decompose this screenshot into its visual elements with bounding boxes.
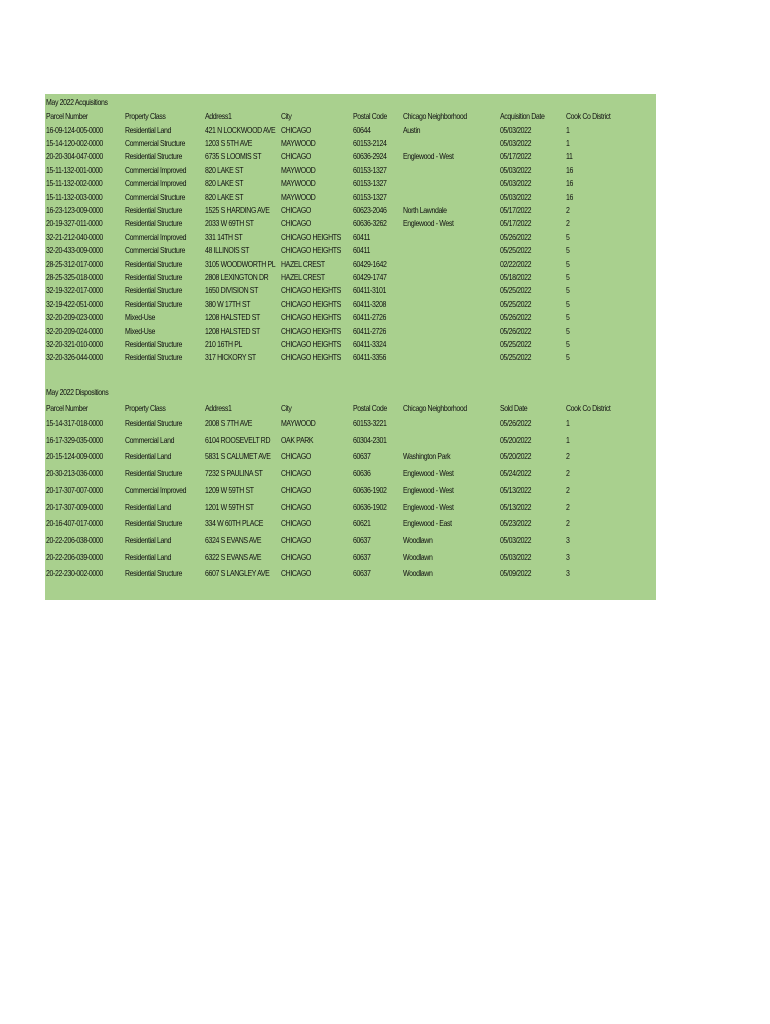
- cell-date[interactable]: 05/13/2022: [500, 501, 532, 512]
- table-row: [45, 231, 656, 243]
- table-row: [45, 417, 656, 429]
- cell-district[interactable]: 3: [566, 534, 570, 545]
- cell-city[interactable]: CHICAGO HEIGHTS: [281, 352, 341, 363]
- header-date[interactable]: Acquisition Date: [500, 111, 545, 121]
- cell-district[interactable]: 5: [566, 245, 570, 256]
- cell-address[interactable]: 6322 S EVANS AVE: [205, 551, 262, 562]
- cell-parcel-number[interactable]: 15-11-132-003-0000: [46, 191, 103, 202]
- cell-parcel-number[interactable]: 20-30-213-036-0000: [46, 468, 103, 479]
- header-postal-code[interactable]: Postal Code: [353, 403, 387, 413]
- cell-postal-code[interactable]: 60411-3356: [353, 352, 387, 363]
- cell-date[interactable]: 05/13/2022: [500, 484, 532, 495]
- header-neighborhood[interactable]: Chicago Neighborhood: [403, 403, 467, 413]
- cell-parcel-number[interactable]: 20-20-304-047-0000: [46, 151, 103, 162]
- header-city[interactable]: City: [281, 111, 292, 121]
- cell-property-class[interactable]: Commercial Structure: [125, 245, 186, 256]
- header-neighborhood[interactable]: Chicago Neighborhood: [403, 111, 467, 121]
- header-row: [45, 402, 656, 414]
- cell-district[interactable]: 5: [566, 298, 570, 309]
- cell-city[interactable]: CHICAGO: [281, 484, 311, 495]
- cell-date[interactable]: 05/17/2022: [500, 218, 532, 229]
- cell-city[interactable]: CHICAGO: [281, 568, 311, 579]
- cell-parcel-number[interactable]: 32-21-212-040-0000: [46, 231, 103, 242]
- cell-parcel-number[interactable]: 32-20-321-010-0000: [46, 338, 103, 349]
- cell-property-class[interactable]: Residential Land: [125, 451, 172, 462]
- cell-address[interactable]: 2033 W 69TH ST: [205, 218, 254, 229]
- cell-property-class[interactable]: Residential Structure: [125, 418, 182, 428]
- cell-address[interactable]: 334 W 60TH PLACE: [205, 518, 264, 529]
- table-row: [45, 271, 656, 283]
- cell-district[interactable]: 3: [566, 568, 570, 579]
- cell-property-class[interactable]: Commercial Improved: [125, 178, 187, 189]
- cell-postal-code[interactable]: 60411-2726: [353, 312, 387, 323]
- cell-district[interactable]: 5: [566, 258, 570, 269]
- cell-city[interactable]: CHICAGO HEIGHTS: [281, 231, 341, 242]
- cell-parcel-number[interactable]: 28-25-325-018-0000: [46, 271, 103, 282]
- cell-postal-code[interactable]: 60153-3221: [353, 418, 387, 428]
- cell-parcel-number[interactable]: 20-16-407-017-0000: [46, 518, 103, 529]
- spreadsheet-sheet: [45, 94, 656, 600]
- cell-date[interactable]: 05/18/2022: [500, 271, 532, 282]
- cell-city[interactable]: MAYWOOD: [281, 164, 316, 175]
- cell-district[interactable]: 5: [566, 285, 570, 296]
- cell-city[interactable]: CHICAGO: [281, 124, 311, 135]
- cell-city[interactable]: CHICAGO: [281, 468, 311, 479]
- cell-date[interactable]: 05/26/2022: [500, 418, 532, 428]
- cell-district[interactable]: 2: [566, 518, 570, 529]
- cell-city[interactable]: MAYWOOD: [281, 418, 316, 428]
- cell-property-class[interactable]: Residential Structure: [125, 338, 182, 349]
- cell-property-class[interactable]: Commercial Structure: [125, 191, 186, 202]
- cell-property-class[interactable]: Mixed-Use: [125, 312, 155, 323]
- cell-neighborhood[interactable]: Englewood - West: [403, 468, 454, 479]
- cell-postal-code[interactable]: 60637: [353, 551, 371, 562]
- cell-city[interactable]: CHICAGO: [281, 551, 311, 562]
- cell-property-class[interactable]: Residential Structure: [125, 271, 182, 282]
- cell-neighborhood[interactable]: Englewood - West: [403, 501, 454, 512]
- cell-postal-code[interactable]: 60411: [353, 231, 371, 242]
- cell-parcel-number[interactable]: 28-25-312-017-0000: [46, 258, 103, 269]
- cell-parcel-number[interactable]: 15-14-120-002-0000: [46, 137, 103, 148]
- table-row: [45, 434, 656, 446]
- dispositions-title: May 2022 Dispositions: [46, 387, 109, 397]
- cell-postal-code[interactable]: 60636-1902: [353, 484, 387, 495]
- cell-property-class[interactable]: Residential Land: [125, 501, 172, 512]
- cell-address[interactable]: 6735 S LOOMIS ST: [205, 151, 262, 162]
- cell-property-class[interactable]: Residential Structure: [125, 568, 182, 579]
- cell-address[interactable]: 421 N LOCKWOOD AVE: [205, 124, 276, 135]
- cell-city[interactable]: CHICAGO: [281, 518, 311, 529]
- cell-postal-code[interactable]: 60636: [353, 468, 371, 479]
- header-address[interactable]: Address1: [205, 403, 232, 413]
- table-row: [45, 311, 656, 323]
- cell-address[interactable]: 6607 S LANGLEY AVE: [205, 568, 270, 579]
- cell-date[interactable]: 05/26/2022: [500, 325, 532, 336]
- cell-address[interactable]: 6104 ROOSEVELT RD: [205, 434, 271, 445]
- cell-neighborhood[interactable]: Woodlawn: [403, 568, 433, 579]
- cell-address[interactable]: 380 W 17TH ST: [205, 298, 251, 309]
- table-row: [45, 325, 656, 337]
- cell-address[interactable]: 7232 S PAULINA ST: [205, 468, 263, 479]
- table-row: [45, 177, 656, 189]
- cell-city[interactable]: MAYWOOD: [281, 191, 316, 202]
- cell-parcel-number[interactable]: 20-19-327-011-0000: [46, 218, 103, 229]
- cell-city[interactable]: OAK PARK: [281, 434, 314, 445]
- cell-property-class[interactable]: Commercial Improved: [125, 484, 187, 495]
- cell-postal-code[interactable]: 60637: [353, 534, 371, 545]
- cell-date[interactable]: 05/03/2022: [500, 137, 532, 148]
- table-row: [45, 534, 656, 546]
- cell-district[interactable]: 16: [566, 191, 574, 202]
- cell-district[interactable]: 3: [566, 551, 570, 562]
- cell-district[interactable]: 1: [566, 418, 570, 428]
- cell-parcel-number[interactable]: 32-19-322-017-0000: [46, 285, 103, 296]
- cell-city[interactable]: CHICAGO: [281, 501, 311, 512]
- cell-parcel-number[interactable]: 20-17-307-009-0000: [46, 501, 103, 512]
- cell-district[interactable]: 16: [566, 178, 574, 189]
- cell-date[interactable]: 05/25/2022: [500, 338, 532, 349]
- cell-city[interactable]: HAZEL CREST: [281, 271, 325, 282]
- header-parcel-number[interactable]: Parcel Number: [46, 111, 88, 121]
- cell-address[interactable]: 48 ILLINOIS ST: [205, 245, 250, 256]
- table-row: [45, 164, 656, 176]
- cell-city[interactable]: MAYWOOD: [281, 137, 316, 148]
- header-date[interactable]: Sold Date: [500, 403, 528, 413]
- cell-district[interactable]: 2: [566, 451, 570, 462]
- cell-date[interactable]: 05/25/2022: [500, 285, 532, 296]
- cell-property-class[interactable]: Residential Structure: [125, 285, 182, 296]
- cell-property-class[interactable]: Residential Structure: [125, 204, 182, 215]
- header-property-class[interactable]: Property Class: [125, 111, 166, 121]
- cell-property-class[interactable]: Commercial Structure: [125, 137, 186, 148]
- table-row: [45, 150, 656, 162]
- cell-district[interactable]: 1: [566, 434, 570, 445]
- cell-parcel-number[interactable]: 20-17-307-007-0000: [46, 484, 103, 495]
- cell-postal-code[interactable]: 60411-3101: [353, 285, 387, 296]
- cell-date[interactable]: 05/03/2022: [500, 178, 532, 189]
- cell-postal-code[interactable]: 60644: [353, 124, 371, 135]
- cell-date[interactable]: 05/25/2022: [500, 298, 532, 309]
- table-row: [45, 517, 656, 529]
- cell-district[interactable]: 1: [566, 137, 570, 148]
- table-row: [45, 137, 656, 149]
- cell-district[interactable]: 2: [566, 204, 570, 215]
- cell-parcel-number[interactable]: 32-20-209-024-0000: [46, 325, 103, 336]
- cell-neighborhood[interactable]: North Lawndale: [403, 204, 447, 215]
- cell-parcel-number[interactable]: 32-19-422-051-0000: [46, 298, 103, 309]
- cell-postal-code[interactable]: 60636-2924: [353, 151, 387, 162]
- cell-parcel-number[interactable]: 16-23-123-009-0000: [46, 204, 103, 215]
- cell-address[interactable]: 820 LAKE ST: [205, 191, 244, 202]
- cell-city[interactable]: CHICAGO: [281, 218, 311, 229]
- table-row: [45, 284, 656, 296]
- cell-parcel-number[interactable]: 20-15-124-009-0000: [46, 451, 103, 462]
- cell-property-class[interactable]: Commercial Improved: [125, 231, 187, 242]
- cell-property-class[interactable]: Residential Structure: [125, 468, 182, 479]
- cell-city[interactable]: CHICAGO HEIGHTS: [281, 298, 341, 309]
- cell-postal-code[interactable]: 60623-2046: [353, 204, 387, 215]
- cell-district[interactable]: 11: [566, 151, 573, 162]
- table-row: [45, 124, 656, 136]
- cell-address[interactable]: 1650 DIVISION ST: [205, 285, 258, 296]
- cell-neighborhood[interactable]: Englewood - East: [403, 518, 452, 529]
- cell-address[interactable]: 331 14TH ST: [205, 231, 243, 242]
- cell-date[interactable]: 05/17/2022: [500, 204, 532, 215]
- cell-property-class[interactable]: Residential Structure: [125, 298, 182, 309]
- cell-city[interactable]: CHICAGO HEIGHTS: [281, 312, 341, 323]
- cell-city[interactable]: CHICAGO: [281, 451, 311, 462]
- cell-postal-code[interactable]: 60637: [353, 568, 371, 579]
- cell-city[interactable]: HAZEL CREST: [281, 258, 325, 269]
- cell-district[interactable]: 5: [566, 338, 570, 349]
- cell-parcel-number[interactable]: 20-22-206-039-0000: [46, 551, 103, 562]
- cell-address[interactable]: 1208 HALSTED ST: [205, 312, 260, 323]
- cell-postal-code[interactable]: 60429-1747: [353, 271, 387, 282]
- cell-district[interactable]: 5: [566, 271, 570, 282]
- table-row: [45, 351, 656, 363]
- table-row: [45, 191, 656, 203]
- cell-address[interactable]: 1203 S 5TH AVE: [205, 137, 253, 148]
- header-parcel-number[interactable]: Parcel Number: [46, 403, 88, 413]
- cell-address[interactable]: 3105 WOODWORTH PL: [205, 258, 276, 269]
- cell-postal-code[interactable]: 60304-2301: [353, 434, 387, 445]
- cell-date[interactable]: 05/20/2022: [500, 434, 532, 445]
- header-city[interactable]: City: [281, 403, 292, 413]
- cell-city[interactable]: CHICAGO HEIGHTS: [281, 338, 341, 349]
- table-row: [45, 204, 656, 216]
- cell-city[interactable]: CHICAGO HEIGHTS: [281, 285, 341, 296]
- acquisitions-title: May 2022 Acquisitions: [46, 97, 108, 107]
- cell-address[interactable]: 1208 HALSTED ST: [205, 325, 260, 336]
- cell-postal-code[interactable]: 60153-1327: [353, 178, 387, 189]
- cell-postal-code[interactable]: 60411: [353, 245, 371, 256]
- cell-city[interactable]: MAYWOOD: [281, 178, 316, 189]
- table-row: [45, 484, 656, 496]
- cell-postal-code[interactable]: 60153-2124: [353, 137, 387, 148]
- cell-district[interactable]: 5: [566, 312, 570, 323]
- cell-date[interactable]: 05/03/2022: [500, 534, 532, 545]
- cell-district[interactable]: 2: [566, 484, 570, 495]
- cell-city[interactable]: CHICAGO: [281, 534, 311, 545]
- header-property-class[interactable]: Property Class: [125, 403, 166, 413]
- cell-parcel-number[interactable]: 32-20-209-023-0000: [46, 312, 103, 323]
- cell-property-class[interactable]: Residential Structure: [125, 518, 182, 529]
- cell-district[interactable]: 5: [566, 325, 570, 336]
- cell-property-class[interactable]: Residential Structure: [125, 151, 182, 162]
- cell-district[interactable]: 1: [566, 124, 570, 135]
- cell-parcel-number[interactable]: 15-11-132-001-0000: [46, 164, 103, 175]
- cell-postal-code[interactable]: 60153-1327: [353, 191, 387, 202]
- table-row: [45, 551, 656, 563]
- table-row: [45, 450, 656, 462]
- cell-neighborhood[interactable]: Woodlawn: [403, 534, 433, 545]
- cell-parcel-number[interactable]: 15-14-317-018-0000: [46, 418, 103, 428]
- cell-property-class[interactable]: Residential Structure: [125, 218, 182, 229]
- cell-city[interactable]: CHICAGO: [281, 151, 311, 162]
- cell-neighborhood[interactable]: Austin: [403, 124, 421, 135]
- cell-date[interactable]: 05/23/2022: [500, 518, 532, 529]
- cell-date[interactable]: 05/09/2022: [500, 568, 532, 579]
- cell-address[interactable]: 210 16TH PL: [205, 338, 243, 349]
- cell-property-class[interactable]: Commercial Improved: [125, 164, 187, 175]
- cell-date[interactable]: 05/25/2022: [500, 245, 532, 256]
- header-district[interactable]: Cook Co District: [566, 403, 611, 413]
- cell-parcel-number[interactable]: 16-09-124-005-0000: [46, 124, 103, 135]
- cell-date[interactable]: 05/25/2022: [500, 352, 532, 363]
- header-postal-code[interactable]: Postal Code: [353, 111, 387, 121]
- header-district[interactable]: Cook Co District: [566, 111, 611, 121]
- cell-address[interactable]: 317 HICKORY ST: [205, 352, 256, 363]
- cell-date[interactable]: 02/22/2022: [500, 258, 532, 269]
- cell-address[interactable]: 2808 LEXINGTON DR: [205, 271, 269, 282]
- cell-date[interactable]: 05/26/2022: [500, 231, 532, 242]
- table-row: [45, 467, 656, 479]
- cell-district[interactable]: 16: [566, 164, 574, 175]
- cell-address[interactable]: 820 LAKE ST: [205, 178, 244, 189]
- cell-property-class[interactable]: Residential Structure: [125, 352, 182, 363]
- cell-city[interactable]: CHICAGO HEIGHTS: [281, 325, 341, 336]
- cell-date[interactable]: 05/03/2022: [500, 164, 532, 175]
- cell-district[interactable]: 5: [566, 231, 570, 242]
- cell-city[interactable]: CHICAGO HEIGHTS: [281, 245, 341, 256]
- cell-city[interactable]: CHICAGO: [281, 204, 311, 215]
- cell-property-class[interactable]: Residential Structure: [125, 258, 182, 269]
- cell-postal-code[interactable]: 60621: [353, 518, 371, 529]
- cell-address[interactable]: 1209 W 59TH ST: [205, 484, 254, 495]
- table-row: [45, 298, 656, 310]
- cell-district[interactable]: 2: [566, 468, 570, 479]
- cell-district[interactable]: 2: [566, 218, 570, 229]
- cell-neighborhood[interactable]: Washington Park: [403, 451, 451, 462]
- cell-postal-code[interactable]: 60429-1642: [353, 258, 387, 269]
- cell-district[interactable]: 2: [566, 501, 570, 512]
- cell-parcel-number[interactable]: 32-20-326-044-0000: [46, 352, 103, 363]
- header-row: [45, 110, 656, 122]
- cell-parcel-number[interactable]: 20-22-206-038-0000: [46, 534, 103, 545]
- cell-address[interactable]: 1525 S HARDING AVE: [205, 204, 270, 215]
- cell-date[interactable]: 05/03/2022: [500, 191, 532, 202]
- table-row: [45, 258, 656, 270]
- cell-district[interactable]: 5: [566, 352, 570, 363]
- table-row: [45, 501, 656, 513]
- cell-postal-code[interactable]: 60153-1327: [353, 164, 387, 175]
- cell-neighborhood[interactable]: Englewood - West: [403, 484, 454, 495]
- table-row: [45, 217, 656, 229]
- cell-property-class[interactable]: Residential Land: [125, 124, 172, 135]
- cell-date[interactable]: 05/03/2022: [500, 124, 532, 135]
- cell-address[interactable]: 1201 W 59TH ST: [205, 501, 254, 512]
- cell-property-class[interactable]: Mixed-Use: [125, 325, 155, 336]
- cell-date[interactable]: 05/20/2022: [500, 451, 532, 462]
- cell-postal-code[interactable]: 60636-3262: [353, 218, 387, 229]
- cell-parcel-number[interactable]: 32-20-433-009-0000: [46, 245, 103, 256]
- cell-neighborhood[interactable]: Englewood - West: [403, 218, 454, 229]
- cell-property-class[interactable]: Residential Land: [125, 551, 172, 562]
- cell-date[interactable]: 05/26/2022: [500, 312, 532, 323]
- cell-parcel-number[interactable]: 20-22-230-002-0000: [46, 568, 103, 579]
- cell-date[interactable]: 05/03/2022: [500, 551, 532, 562]
- cell-postal-code[interactable]: 60411-2726: [353, 325, 387, 336]
- cell-postal-code[interactable]: 60636-1902: [353, 501, 387, 512]
- cell-date[interactable]: 05/17/2022: [500, 151, 532, 162]
- cell-date[interactable]: 05/24/2022: [500, 468, 532, 479]
- cell-neighborhood[interactable]: Woodlawn: [403, 551, 433, 562]
- cell-property-class[interactable]: Residential Land: [125, 534, 172, 545]
- cell-address[interactable]: 820 LAKE ST: [205, 164, 244, 175]
- cell-parcel-number[interactable]: 15-11-132-002-0000: [46, 178, 103, 189]
- cell-postal-code[interactable]: 60411-3324: [353, 338, 387, 349]
- table-row: [45, 244, 656, 256]
- cell-address[interactable]: 6324 S EVANS AVE: [205, 534, 262, 545]
- cell-property-class[interactable]: Commercial Land: [125, 434, 175, 445]
- header-address[interactable]: Address1: [205, 111, 232, 121]
- table-row: [45, 338, 656, 350]
- cell-neighborhood[interactable]: Englewood - West: [403, 151, 454, 162]
- cell-address[interactable]: 2008 S 7TH AVE: [205, 418, 253, 428]
- cell-address[interactable]: 5831 S CALUMET AVE: [205, 451, 271, 462]
- cell-postal-code[interactable]: 60637: [353, 451, 371, 462]
- cell-postal-code[interactable]: 60411-3208: [353, 298, 387, 309]
- table-row: [45, 567, 656, 579]
- cell-parcel-number[interactable]: 16-17-329-035-0000: [46, 434, 103, 445]
